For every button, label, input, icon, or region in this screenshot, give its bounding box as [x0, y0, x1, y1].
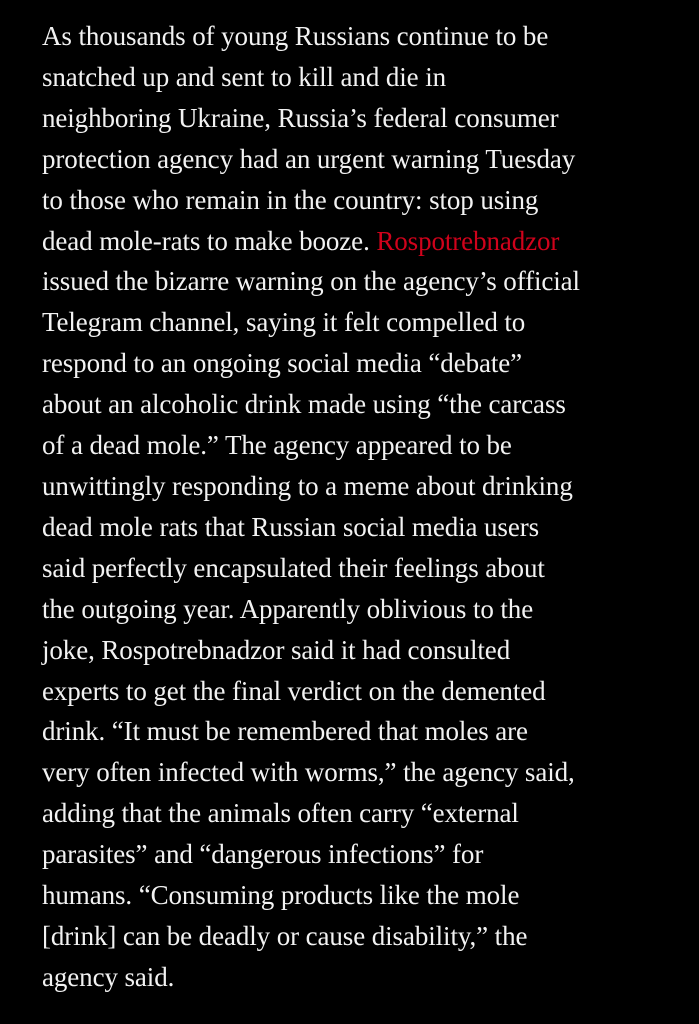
- text-line: of a dead mole.” The agency appeared to be: [42, 430, 512, 461]
- text-line: snatched up and sent to kill and die in: [42, 61, 447, 92]
- text-line: unwittingly responding to a meme about drinking: [42, 470, 573, 501]
- text-line: As thousands of young Russians continue to be: [42, 21, 549, 51]
- text-line: protection agency had an urgent warning Tuesday: [42, 143, 576, 174]
- text-line: [42, 221, 692, 262]
- text-line: drink. “It must be remembered that moles are: [42, 716, 528, 747]
- text-line: about an alcoholic drink made using “the carcass: [42, 389, 566, 420]
- text-line: very often infected with worms,” the agency said,: [42, 757, 575, 788]
- rospotrebnadzor-link[interactable]: Rospotrebnadzor: [376, 225, 560, 256]
- text-line: experts to get the final verdict on the demented: [42, 675, 546, 706]
- text-line: said perfectly encapsulated their feelings about: [42, 552, 545, 583]
- text-line: Telegram channel, saying it felt compelled to: [42, 307, 526, 338]
- text-line: issued the bizarre warning on the agency’s official: [42, 266, 580, 297]
- text-line: adding that the animals often carry “external: [42, 798, 519, 829]
- text-line: dead mole rats that Russian social media users: [42, 511, 540, 542]
- text-line: respond to an ongoing social media “debate”: [42, 348, 523, 379]
- text-line: parasites” and “dangerous infections” for: [42, 839, 484, 870]
- text-line: the outgoing year. Apparently oblivious to the: [42, 593, 534, 624]
- text-line: neighboring Ukraine, Russia’s federal consumer: [42, 102, 559, 133]
- text-line: to those who remain in the country: stop using: [42, 184, 539, 215]
- text-line: humans. “Consuming products like the mole: [42, 880, 520, 911]
- text-line: agency said.: [42, 961, 175, 992]
- article-body: [42, 16, 692, 998]
- text-line: [drink] can be deadly or cause disability,” the: [42, 920, 528, 951]
- text-segment: dead mole-rats to make booze.: [42, 225, 377, 256]
- text-line: joke, Rospotrebnadzor said it had consulted: [42, 634, 511, 665]
